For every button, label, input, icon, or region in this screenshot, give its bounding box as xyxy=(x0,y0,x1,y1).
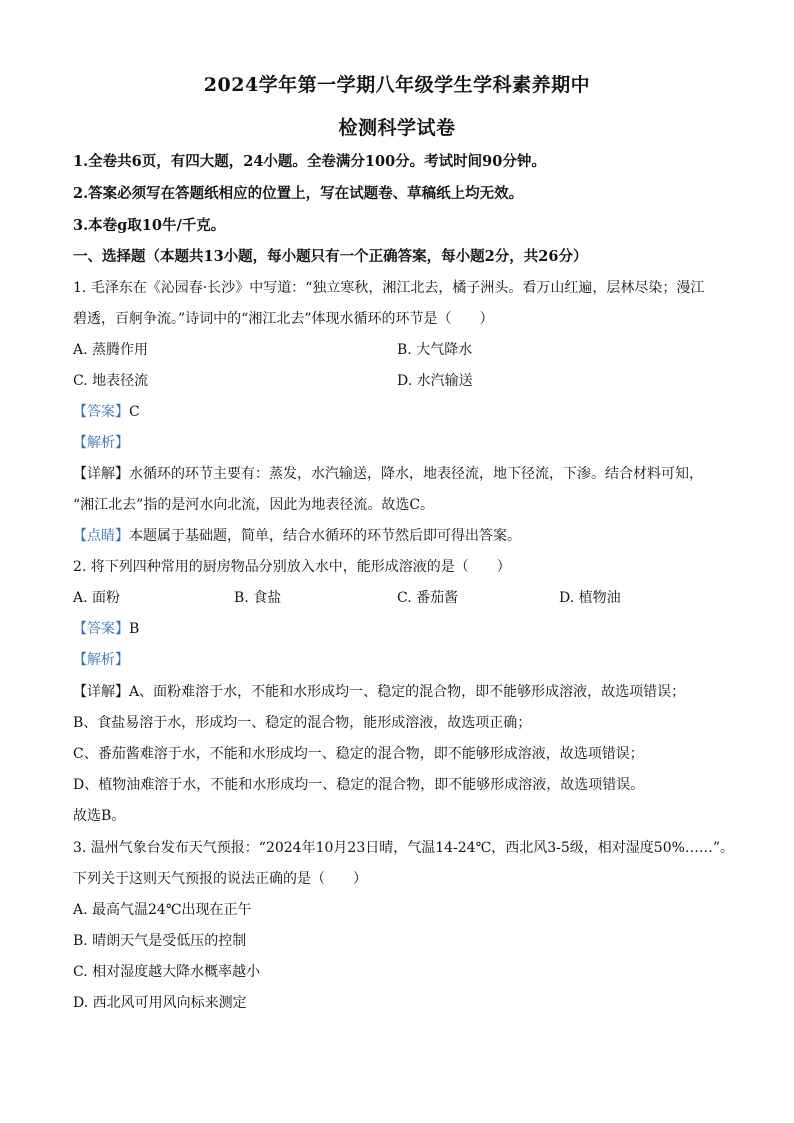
comment-tag: 【点睛】 xyxy=(73,528,129,544)
detail-tag: 【详解】 xyxy=(73,684,129,700)
q1-answer xyxy=(73,401,140,421)
exam-title-line2: 检测科学试卷 xyxy=(338,117,456,139)
q2-detail-line2: B、食盐易溶于水，形成均一、稳定的混合物，能形成溶液，故选项正确； xyxy=(73,715,532,731)
answer-tag: 【答案】 xyxy=(73,621,129,637)
q2-stem: 2. 将下列四种常用的厨房物品分别放入水中，能形成溶液的是（ ） xyxy=(73,559,511,575)
answer-value: B xyxy=(129,621,140,637)
q3-option-a: A. 最高气温24℃出现在正午 xyxy=(73,902,252,918)
detail-tag: 【详解】 xyxy=(73,466,129,482)
q3-option-d: D. 西北风可用风向标来测定 xyxy=(73,995,247,1011)
q2-analysis-tag: 【解析】 xyxy=(73,652,129,668)
q2-option-c: C. 番茄酱 xyxy=(397,590,459,606)
exam-title-line1: 2024学年第一学期八年级学生学科素养期中 xyxy=(203,74,591,96)
q3-option-b: B. 晴朗天气是受低压的控制 xyxy=(73,933,247,949)
q1-option-c: C. 地表径流 xyxy=(73,373,149,389)
note-3: 3.本卷g取10牛/千克。 xyxy=(73,217,226,234)
detail-text: A、面粉难溶于水，不能和水形成均一、稳定的混合物，即不能够形成溶液，故选项错误； xyxy=(129,684,686,700)
q3-stem-line1: 3. 温州气象台发布天气预报：“2024年10月23日晴，气温14-24℃，西北风3-5级，相对湿度50%……”。 xyxy=(73,840,735,856)
q1-option-b: B. 大气降水 xyxy=(397,342,473,358)
q2-option-b: B. 食盐 xyxy=(234,590,282,606)
answer-tag: 【答案】 xyxy=(73,404,129,420)
q1-comment xyxy=(73,525,521,545)
q2-detail-line3: C、番茄酱难溶于水，不能和水形成均一、稳定的混合物，即不能够形成溶液，故选项错误； xyxy=(73,746,644,762)
section-heading: 一、选择题（本题共13小题，每小题只有一个正确答案，每小题2分，共26分） xyxy=(73,248,588,265)
q3-option-c: C. 相对湿度越大降水概率越小 xyxy=(73,964,261,980)
q2-option-a: A. 面粉 xyxy=(73,590,121,606)
q2-conclusion: 故选B。 xyxy=(73,808,126,824)
q1-stem-line2: 碧透，百舸争流。”诗词中的“湘江北去”体现水循环的环节是（ ） xyxy=(73,311,494,327)
q1-option-a: A. 蒸腾作用 xyxy=(73,342,149,358)
note-1: 1.全卷共6页，有四大题，24小题。全卷满分100分。考试时间90分钟。 xyxy=(73,153,546,170)
answer-value: C xyxy=(129,404,140,420)
q2-answer xyxy=(73,618,139,638)
q1-detail-line1 xyxy=(73,463,703,483)
q1-option-d: D. 水汽输送 xyxy=(397,373,473,389)
q1-detail-line2: “湘江北去”指的是河水向北流，因此为地表径流。故选C。 xyxy=(73,497,435,513)
q2-detail-line1 xyxy=(73,681,685,701)
q2-option-d: D. 植物油 xyxy=(559,590,621,606)
detail-text: 水循环的环节主要有：蒸发，水汽输送，降水，地表径流，地下径流，下渗。结合材料可知， xyxy=(129,466,703,482)
note-2: 2.答案必须写在答题纸相应的位置上，写在试题卷、草稿纸上均无效。 xyxy=(73,185,524,202)
q3-stem-line2: 下列关于这则天气预报的说法正确的是（ ） xyxy=(73,871,367,887)
comment-text: 本题属于基础题，简单，结合水循环的环节然后即可得出答案。 xyxy=(129,528,521,544)
q1-analysis-tag: 【解析】 xyxy=(73,435,129,451)
q2-detail-line4: D、植物油难溶于水，不能和水形成均一、稳定的混合物，即不能够形成溶液，故选项错误。 xyxy=(73,777,645,793)
q1-stem-line1: 1. 毛泽东在《沁园春·长沙》中写道：“独立寒秋，湘江北去，橘子洲头。看万山红遍，层林尽染；漫江 xyxy=(73,280,705,296)
